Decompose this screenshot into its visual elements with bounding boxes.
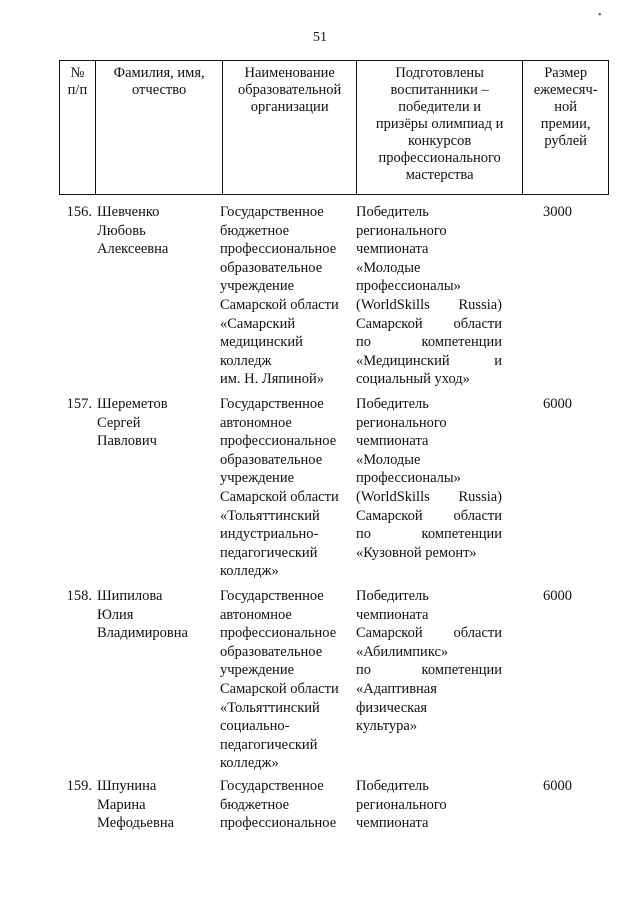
- organization-name: [220, 587, 354, 773]
- organization-line: бюджетное: [220, 796, 290, 813]
- achievement-line: чемпионата: [356, 606, 429, 623]
- organization-line: Государственное: [220, 396, 324, 412]
- person-name: [97, 395, 217, 451]
- header-text-line: образовательной: [238, 82, 342, 98]
- header-text-line: №: [70, 65, 85, 81]
- achievement-text: [356, 395, 502, 562]
- organization-line: социально-: [220, 718, 290, 735]
- header-text-line: премии,: [540, 116, 591, 132]
- bonus-amount: 3000: [543, 204, 572, 220]
- person-name: [97, 587, 217, 643]
- organization-line: «Тольяттинский: [220, 699, 320, 716]
- header-text-line: мастерства: [405, 167, 474, 183]
- organization-line: учреждение: [220, 470, 295, 487]
- achievement-line: профессионалы»: [356, 278, 461, 295]
- achievement-line: Победитель: [356, 396, 429, 412]
- header-col-number: [60, 61, 96, 194]
- row-number: 156.: [66, 204, 92, 220]
- person-name: [97, 777, 217, 833]
- bonus-amount: 6000: [543, 778, 572, 794]
- achievement-line: «Кузовной ремонт»: [356, 544, 477, 561]
- person-name-line: Шереметов: [97, 396, 168, 412]
- achievement-line: (WorldSkills Russia): [356, 488, 502, 505]
- header-text-line: Фамилия, имя,: [113, 65, 205, 81]
- organization-line: «Самарский: [220, 315, 296, 332]
- header-text-line: ежемесяч-: [533, 82, 598, 98]
- header-text-line: воспитанники –: [390, 82, 489, 98]
- organization-name: [220, 395, 354, 581]
- organization-line: им. Н. Ляпиной»: [220, 371, 324, 388]
- organization-line: профессиональное: [220, 625, 337, 642]
- organization-line: Государственное: [220, 204, 324, 220]
- person-name-line: Шпунина: [97, 778, 157, 794]
- header-col-name: [96, 61, 224, 194]
- person-name-line: Алексеевна: [97, 241, 169, 258]
- person-name-line: Владимировна: [97, 625, 188, 642]
- header-text-line: п/п: [67, 82, 88, 98]
- achievement-line: чемпионата: [356, 815, 429, 832]
- organization-line: бюджетное: [220, 222, 290, 239]
- achievement-line: чемпионата: [356, 433, 429, 450]
- person-name-line: Мефодьевна: [97, 815, 175, 832]
- header-text-line: ной: [554, 99, 578, 115]
- header-text-line: победители и: [398, 99, 481, 115]
- row-number: 159.: [66, 778, 92, 794]
- header-text-line: организации: [250, 99, 329, 115]
- organization-line: автономное: [220, 606, 292, 623]
- achievement-line: чемпионата: [356, 241, 429, 258]
- header-text-line: Подготовлены: [395, 65, 484, 81]
- header-col-organization: [223, 61, 357, 194]
- header-text-line: призёры олимпиад и: [375, 116, 504, 132]
- achievement-text: [356, 587, 502, 736]
- achievement-text: [356, 777, 502, 833]
- achievement-line: «Медицинский и: [356, 352, 502, 369]
- achievement-line: Самарской области: [356, 507, 502, 524]
- corner-mark: •: [598, 10, 602, 21]
- organization-line: автономное: [220, 414, 292, 431]
- organization-line: Государственное: [220, 588, 324, 604]
- achievement-line: регионального: [356, 796, 447, 813]
- achievement-line: физическая: [356, 699, 428, 716]
- row-number: 157.: [66, 396, 92, 412]
- person-name-line: Сергей: [97, 414, 141, 431]
- organization-line: колледж»: [220, 563, 279, 580]
- organization-line: Самарской области: [220, 296, 339, 313]
- achievement-text: [356, 203, 502, 389]
- person-name-line: Павлович: [97, 433, 157, 450]
- organization-line: профессиональное: [220, 241, 337, 258]
- header-text-line: рублей: [544, 133, 587, 149]
- achievement-line: «Молодые: [356, 451, 421, 468]
- person-name-line: Шевченко: [97, 204, 160, 220]
- organization-line: образовательное: [220, 259, 323, 276]
- person-name-line: Любовь: [97, 222, 146, 239]
- header-text-line: конкурсов: [408, 133, 472, 149]
- achievement-line: «Молодые: [356, 259, 421, 276]
- organization-line: образовательное: [220, 451, 323, 468]
- organization-line: Государственное: [220, 778, 324, 794]
- organization-line: «Тольяттинский: [220, 507, 320, 524]
- achievement-line: «Абилимпикс»: [356, 643, 449, 660]
- person-name-line: Юлия: [97, 606, 134, 623]
- header-text-line: Размер: [544, 65, 588, 81]
- achievement-line: Самарской области: [356, 315, 502, 332]
- header-text-line: профессионального: [378, 150, 501, 166]
- achievement-line: регионального: [356, 414, 447, 431]
- achievement-line: по компетенции: [356, 662, 502, 679]
- achievement-line: «Адаптивная: [356, 680, 437, 697]
- achievement-line: социальный уход»: [356, 371, 470, 388]
- organization-line: профессиональное: [220, 815, 337, 832]
- header-text-line: Наименование: [244, 65, 335, 81]
- organization-line: медицинский: [220, 334, 303, 351]
- achievement-line: (WorldSkills Russia): [356, 296, 502, 313]
- page-number: 51: [313, 30, 327, 45]
- organization-name: [220, 777, 354, 833]
- organization-line: колледж»: [220, 755, 279, 772]
- achievement-line: по компетенции: [356, 334, 502, 351]
- bonus-amount: 6000: [543, 396, 572, 412]
- organization-line: учреждение: [220, 662, 295, 679]
- header-text-line: отчество: [132, 82, 187, 98]
- organization-line: педагогический: [220, 544, 318, 561]
- organization-line: Самарской области: [220, 488, 339, 505]
- header-col-achievement: [357, 61, 523, 194]
- achievement-line: Победитель: [356, 204, 429, 220]
- achievement-line: Победитель: [356, 588, 429, 604]
- achievement-line: регионального: [356, 222, 447, 239]
- header-col-amount: [523, 61, 608, 194]
- achievement-line: профессионалы»: [356, 470, 461, 487]
- organization-line: профессиональное: [220, 433, 337, 450]
- organization-line: педагогический: [220, 736, 318, 753]
- person-name-line: Марина: [97, 796, 146, 813]
- person-name: [97, 203, 217, 259]
- table-header: [59, 60, 609, 195]
- achievement-line: по компетенции: [356, 526, 502, 543]
- achievement-line: Самарской области: [356, 625, 502, 642]
- bonus-amount: 6000: [543, 588, 572, 604]
- organization-line: индустриально-: [220, 526, 319, 543]
- organization-name: [220, 203, 354, 389]
- organization-line: колледж: [220, 352, 272, 369]
- person-name-line: Шипилова: [97, 588, 163, 604]
- achievement-line: культура»: [356, 718, 418, 735]
- achievement-line: Победитель: [356, 778, 429, 794]
- row-number: 158.: [66, 588, 92, 604]
- organization-line: образовательное: [220, 643, 323, 660]
- organization-line: учреждение: [220, 278, 295, 295]
- organization-line: Самарской области: [220, 680, 339, 697]
